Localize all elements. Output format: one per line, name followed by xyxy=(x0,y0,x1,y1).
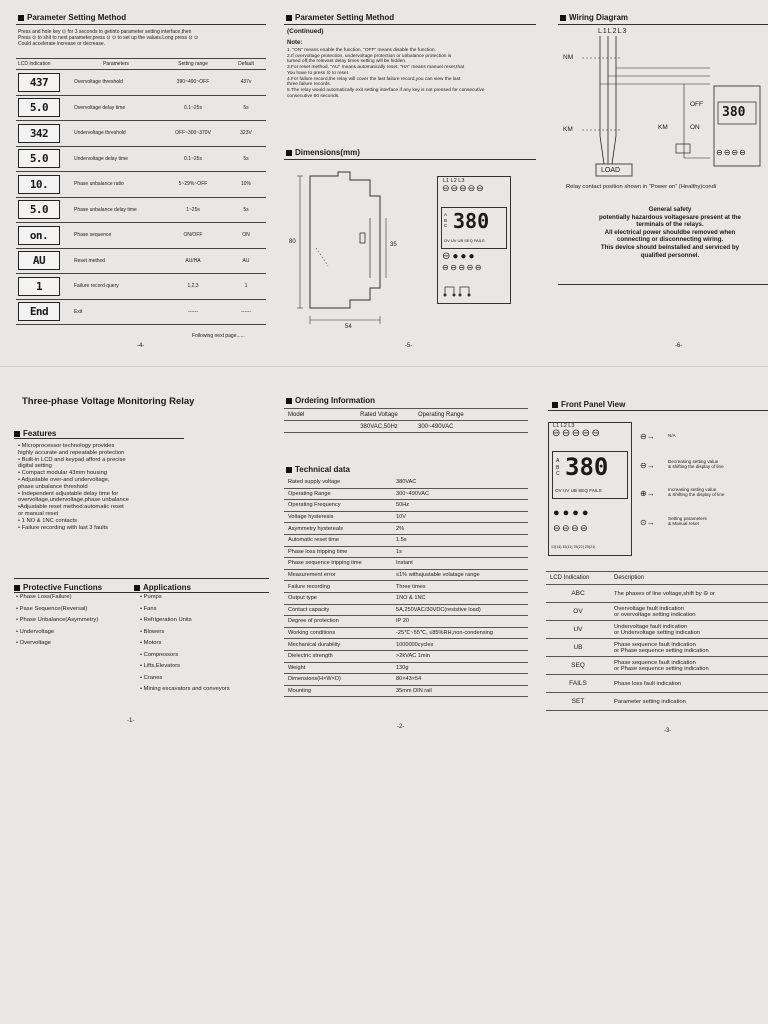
divider xyxy=(284,159,536,160)
table-row xyxy=(16,197,266,223)
list-item: or manual reset xyxy=(18,510,59,517)
parameter-name: Phase sequence xyxy=(72,223,160,249)
square-bullet-icon xyxy=(286,150,292,156)
table-row xyxy=(284,569,528,581)
list-item: • Motors xyxy=(140,640,162,646)
table-row xyxy=(546,657,768,675)
list-item: • Compressors xyxy=(140,651,179,658)
lcd-value: 380 xyxy=(453,209,490,233)
list-item: digital setting xyxy=(18,463,52,470)
table-row xyxy=(284,592,528,604)
table-row xyxy=(284,581,528,593)
square-bullet-icon xyxy=(286,467,292,473)
tech-value: ≤1% withajustable volatage range xyxy=(392,569,528,581)
page-number: -5- xyxy=(405,343,413,349)
divider xyxy=(558,24,768,25)
terminal-labels: L1 L2 L3 xyxy=(553,423,575,429)
setting-range: AU/HA xyxy=(160,248,226,274)
tech-label: Dimensions(H×W×D) xyxy=(284,674,392,686)
table-row xyxy=(546,621,768,639)
parameter-name: Undervoltage delay time xyxy=(72,146,160,172)
table-row xyxy=(284,511,528,523)
arrow-icon: ⊙→ xyxy=(640,518,655,527)
tech-value: >2kVAC 1min xyxy=(392,650,528,662)
tech-label: Voltage hysteresis xyxy=(284,511,392,523)
table-row xyxy=(16,121,266,147)
tech-label: Output type xyxy=(284,592,392,604)
nm-label: NM xyxy=(563,54,574,61)
tech-value: 1000000cycles xyxy=(392,639,528,651)
page4-intro: Press and hole key ⊙ for 3 seconds to getinto parameter setting interface,then Press ⊙ to shit to next parameter,press ⊙ ⊙ to set up the values.Long press ⊙ ⊙ Could accelerate increase or decrease. xyxy=(18,29,199,48)
setting-range: OFF~300~370V xyxy=(160,121,226,147)
applications-title: Applications xyxy=(134,583,191,592)
lcd-indication: AU xyxy=(18,251,60,270)
bottom-terminal-screws-icon: ⊖⊖⊖⊖⊖ xyxy=(442,263,484,272)
terminal-screws-icon: ⊖⊖⊖⊖⊖ xyxy=(552,428,602,439)
table-row: 380VAC,50Hz 300~490VAC xyxy=(284,421,528,433)
page-number: -6- xyxy=(675,343,683,349)
page-number: -1- xyxy=(127,718,135,724)
callout-decrease: Decreasing setting value & shifting the display of line xyxy=(668,459,724,470)
tech-value: 50Hz xyxy=(392,500,528,512)
list-item: • Blowers xyxy=(140,628,165,635)
table-row xyxy=(284,685,528,697)
tech-value: -25℃~55℃, ≤85%RH,non-condensing xyxy=(392,627,528,639)
lcd-code: SEQ xyxy=(546,657,610,675)
lcd-indication: 5.0 xyxy=(18,200,60,219)
lcd-code: ABC xyxy=(546,585,610,603)
page5-title: Parameter Setting Method xyxy=(286,13,394,22)
lcd-code: OV xyxy=(546,603,610,621)
list-item: •Adjustable reset method:automatic reset xyxy=(18,504,124,511)
note-label: Note: xyxy=(287,40,303,46)
table-row xyxy=(546,603,768,621)
list-item: overvoltage,undervoltage,phase unbalance xyxy=(18,497,129,504)
table-row xyxy=(16,223,266,249)
table-row xyxy=(16,95,266,121)
table-row xyxy=(546,585,768,603)
terminal-screws-icon: ⊖⊖⊖⊖⊖ xyxy=(442,183,485,193)
tech-value: 300~490VAC xyxy=(392,488,528,500)
document-title: Three-phase Voltage Monitoring Relay xyxy=(22,396,195,407)
square-bullet-icon xyxy=(18,15,24,21)
table-row xyxy=(284,674,528,686)
table-row xyxy=(284,627,528,639)
phase-letters: A B C xyxy=(556,458,560,477)
table-row xyxy=(284,477,528,488)
lcd-indication: 5.0 xyxy=(18,149,60,168)
list-item: • Microprocessor technology provides xyxy=(18,443,115,449)
dimension-depth: 35 xyxy=(390,242,397,248)
arrow-icon: ⊖→ xyxy=(640,461,655,470)
notes: 1. "ON" means enable the function, "OFF" means disable the function. 2.If overvoltage protection, undervoltage protection or unbalance protection is turned off,the relevant delay times setting will be hidden. 3.For reset method, "AU" means automatically reset, "HA" means manuel reset,that You have to press ⊙ to reset. 4.For failure record,the relay will cover the last failure record,you can view the last three failure records. 5.The relay would automatically exit setting interface if any key is not pressed for consecutive consecutive 60 seconds. xyxy=(287,48,485,99)
tech-label: Dielectric strength xyxy=(284,650,392,662)
default-value: ------ xyxy=(226,299,266,325)
lcd-code: SET xyxy=(546,693,610,711)
square-bullet-icon xyxy=(286,15,292,21)
setting-range: 390~490~OFF xyxy=(160,70,226,96)
table-row xyxy=(16,248,266,274)
list-item: • Built-in LCD and keypad afford a precise xyxy=(18,456,126,463)
table-row xyxy=(546,675,768,693)
default-value: 5s xyxy=(226,146,266,172)
table-row xyxy=(284,500,528,512)
parameter-name: Overvoltage delay time xyxy=(72,95,160,121)
divider xyxy=(284,24,536,25)
tech-value: 10V xyxy=(392,511,528,523)
tech-label: Phase loss tripping time xyxy=(284,546,392,558)
contact-symbol-icon xyxy=(442,283,502,297)
divider xyxy=(548,410,768,411)
page4-title: Parameter Setting Method xyxy=(18,13,126,22)
tech-label: Rated supply voltage xyxy=(284,477,392,488)
lcd-code: UV xyxy=(546,621,610,639)
bottom-terminal-labels: 13(14) 15(11) 25(22) 25(21) xyxy=(551,545,596,549)
tech-value: 1.5s xyxy=(392,534,528,546)
tech-label: Phase sequence tripping time xyxy=(284,558,392,570)
list-item: • Undervoltage xyxy=(16,628,55,635)
table-row xyxy=(284,616,528,628)
table-row xyxy=(284,604,528,616)
callout-setting: Setting parameters & Manual reset xyxy=(668,516,707,527)
list-item: • Overvoltage xyxy=(16,640,51,646)
lcd-indication: 10. xyxy=(18,175,60,194)
table-row xyxy=(16,146,266,172)
list-item: • Adjustable over-and undervoltage, xyxy=(18,476,110,483)
table-row xyxy=(284,546,528,558)
parameter-name: Overvoltage threshold xyxy=(72,70,160,96)
following-note: Following next page...... xyxy=(192,333,245,339)
tech-value: 1s xyxy=(392,546,528,558)
default-value: 1 xyxy=(226,274,266,300)
lcd-indication: 437 xyxy=(18,73,60,92)
tech-label: Failure recording xyxy=(284,581,392,593)
terminal-screws-icon: ⊖⊖⊖⊖ xyxy=(716,148,747,157)
side-view-drawing xyxy=(288,168,413,338)
phase-letters: A B C xyxy=(444,212,448,228)
keypad-buttons-icon: ●●●● xyxy=(553,507,592,519)
page-number: -2- xyxy=(397,724,405,730)
tech-value: IP 20 xyxy=(392,616,528,628)
divider xyxy=(14,438,184,439)
load-label: LOAD xyxy=(601,167,621,174)
lcd-description: Overvoltage fault indication or overvoltage setting indication xyxy=(610,603,768,621)
list-item: • Cranes xyxy=(140,674,163,681)
list-item: • Failure recording with last 3 faults xyxy=(18,524,108,531)
lcd-value: 380 xyxy=(565,453,609,481)
square-bullet-icon xyxy=(560,15,566,21)
list-item: • Lifts,Elevators xyxy=(140,663,181,669)
status-labels: OV UV UB SEQ FAILS xyxy=(555,488,602,493)
tech-value: 35mm DIN rail xyxy=(392,685,528,697)
tech-value: 130g xyxy=(392,662,528,674)
table-row xyxy=(284,558,528,570)
dimensions-title: Dimensions(mm) xyxy=(286,148,360,157)
setting-range: 5~29%~OFF xyxy=(160,172,226,198)
table-row xyxy=(284,523,528,535)
table-row xyxy=(284,639,528,651)
tech-label: Contact capacity xyxy=(284,604,392,616)
technical-data-title: Technical data xyxy=(286,465,350,474)
parameter-name: Failure record query xyxy=(72,274,160,300)
square-bullet-icon xyxy=(14,431,20,437)
callout-increase: Increasing setting value & Shifting the display of line xyxy=(668,487,725,498)
arrow-icon: ⊕→ xyxy=(640,489,655,498)
table-row xyxy=(16,299,266,325)
parameter-table xyxy=(16,58,266,325)
divider xyxy=(558,284,768,285)
off-label: OFF xyxy=(690,101,703,108)
list-item: • 1 NO & 1NC contacts xyxy=(18,517,78,524)
lcd-indication-table xyxy=(546,571,768,711)
tech-value: 380VAC xyxy=(392,477,528,488)
table-header: Model Rated Voltage Operating Range xyxy=(284,409,528,421)
protective-functions-list xyxy=(16,592,98,650)
list-item: • Mining excavators and conveyors xyxy=(140,686,230,692)
default-value: ON xyxy=(226,223,266,249)
table-row xyxy=(284,488,528,500)
setting-range: 1~25s xyxy=(160,197,226,223)
tech-label: Mechanical durability xyxy=(284,639,392,651)
lcd-indication: on. xyxy=(18,226,60,245)
tech-value: Three times xyxy=(392,581,528,593)
setting-range: 1,2,3 xyxy=(160,274,226,300)
relay-caption: Relay contact position shown in “Power on” (Healthy)condi xyxy=(566,184,717,190)
table-header: LCD indication Parameters Setting range Default xyxy=(16,59,266,70)
features-list xyxy=(18,443,129,531)
parameter-name: Undervoltage threshold xyxy=(72,121,160,147)
list-item: phase unbalance threshold xyxy=(18,483,88,490)
lcd-code: UB xyxy=(546,639,610,657)
wiring-diagram-title: Wiring Diagram xyxy=(560,13,628,22)
table-row xyxy=(16,274,266,300)
status-labels: OV UV UB SEQ FAILS xyxy=(444,238,485,243)
tech-label: Working conditions xyxy=(284,627,392,639)
table-row xyxy=(16,172,266,198)
list-item: • Independent adjustable delay time for xyxy=(18,490,119,497)
terminal-labels: L1 L2 L3 xyxy=(443,178,465,184)
technical-data-table xyxy=(284,477,528,697)
lcd-indication: 5.0 xyxy=(18,98,60,117)
setting-range: 0.1~25s xyxy=(160,146,226,172)
default-value: 323V xyxy=(226,121,266,147)
front-view-drawing xyxy=(437,176,511,304)
lcd-value: 380 xyxy=(722,105,746,120)
lcd-description: Phase sequence fault indication or Phase sequence setting indication xyxy=(610,657,768,675)
lcd-code: FAILS xyxy=(546,675,610,693)
front-panel-drawing xyxy=(548,422,632,556)
lcd-indication: 342 xyxy=(18,124,60,143)
divider xyxy=(16,24,266,25)
lcd-description: Undervoltage fault indication or Undervoltage setting indication xyxy=(610,621,768,639)
lcd-description: Phase sequence fault indication or Phase sequence setting indication xyxy=(610,639,768,657)
parameter-name: Phase unbalance delay time xyxy=(72,197,160,223)
lcd-description: Parameter setting indication xyxy=(610,693,768,711)
default-value: 5s xyxy=(226,95,266,121)
square-bullet-icon xyxy=(134,585,140,591)
lcd-screen xyxy=(441,207,507,249)
setting-range: ON/OFF xyxy=(160,223,226,249)
callout-na: N/A xyxy=(668,433,676,438)
tech-label: Operating Frequency xyxy=(284,500,392,512)
page-number: -4- xyxy=(137,343,145,349)
list-item: highly accurate and repeatable protection xyxy=(18,449,125,456)
divider xyxy=(14,578,269,579)
list-item: • Phase Loss(Failure) xyxy=(16,594,72,600)
fold-line xyxy=(0,366,768,367)
on-label: ON xyxy=(690,124,700,131)
list-item: • Refrigeration Units xyxy=(140,617,192,623)
tech-label: Asymmetry hystereals xyxy=(284,523,392,535)
ordering-title: Ordering Information xyxy=(286,396,375,405)
lcd-indication: End xyxy=(18,302,60,321)
tech-label: Mounting xyxy=(284,685,392,697)
lcd-description: The phases of line voltage,shift by ⊖ or xyxy=(610,585,768,603)
default-value: 5s xyxy=(226,197,266,223)
keypad-buttons-icon: ⊖●●● xyxy=(442,251,477,262)
safety-notice: General safety potentially hazardous voltagesare present at the terminals of the relays. All electrical power shouldbe removed when connecting or disconnecting wiring. This device should beinstalled and serviced by qualified personnel. xyxy=(598,206,741,259)
features-title: Features xyxy=(14,429,56,438)
setting-range: 0.1~25s xyxy=(160,95,226,121)
tech-label: Degree of protection xyxy=(284,616,392,628)
tech-value: 80×43×54 xyxy=(392,674,528,686)
parameter-name: Exit xyxy=(72,299,160,325)
list-item: • Pase Sequence(Reversal) xyxy=(16,605,88,612)
list-item: • Pumps xyxy=(140,594,162,600)
km-label: KM xyxy=(563,126,573,133)
front-panel-title: Front Panel View xyxy=(552,400,625,409)
lcd-indication: 1 xyxy=(18,277,60,296)
continued-label: (Continued) xyxy=(287,28,324,35)
tech-value: 5A,250VAC/30VDC(resistive load) xyxy=(392,604,528,616)
square-bullet-icon xyxy=(14,585,20,591)
protective-functions-title: Protective Functions xyxy=(14,583,102,592)
table-row xyxy=(284,534,528,546)
default-value: 437v xyxy=(226,70,266,96)
square-bullet-icon xyxy=(286,398,292,404)
phase-labels: L1L2L3 xyxy=(598,28,628,35)
lcd-screen xyxy=(552,451,628,499)
table-row xyxy=(284,650,528,662)
parameter-name: Phase unbalance ratio xyxy=(72,172,160,198)
dimension-height: 80 xyxy=(289,239,296,245)
dimension-width: 54 xyxy=(345,324,352,330)
lcd-description: Phase loss fault indication xyxy=(610,675,768,693)
tech-label: Automatic reset time xyxy=(284,534,392,546)
ordering-table xyxy=(284,408,528,433)
page-number: -3- xyxy=(664,728,672,734)
table-row xyxy=(16,70,266,96)
list-item: • Compact modular 43mm housing xyxy=(18,470,108,477)
square-bullet-icon xyxy=(552,402,558,408)
default-value: 10% xyxy=(226,172,266,198)
default-value: AU xyxy=(226,248,266,274)
tech-value: Instant xyxy=(392,558,528,570)
tech-label: Weight xyxy=(284,662,392,674)
table-row xyxy=(546,693,768,711)
applications-list xyxy=(140,592,230,696)
tech-value: 2% xyxy=(392,523,528,535)
bottom-terminal-screws-icon: ⊖⊖⊖⊖ xyxy=(553,523,590,533)
list-item: • Phase Unbalance(Asymmetry) xyxy=(16,617,99,623)
tech-label: Measurement error xyxy=(284,569,392,581)
arrow-icon: ⊖→ xyxy=(640,432,655,441)
setting-range: ------ xyxy=(160,299,226,325)
table-row xyxy=(546,639,768,657)
tech-label: Operating Range xyxy=(284,488,392,500)
km-coil-label: KM xyxy=(658,124,668,131)
table-header: LCD Indication Description xyxy=(546,572,768,585)
table-row xyxy=(284,662,528,674)
tech-value: 1NO & 1NC xyxy=(392,592,528,604)
parameter-name: Reset method xyxy=(72,248,160,274)
list-item: • Fans xyxy=(140,605,157,612)
